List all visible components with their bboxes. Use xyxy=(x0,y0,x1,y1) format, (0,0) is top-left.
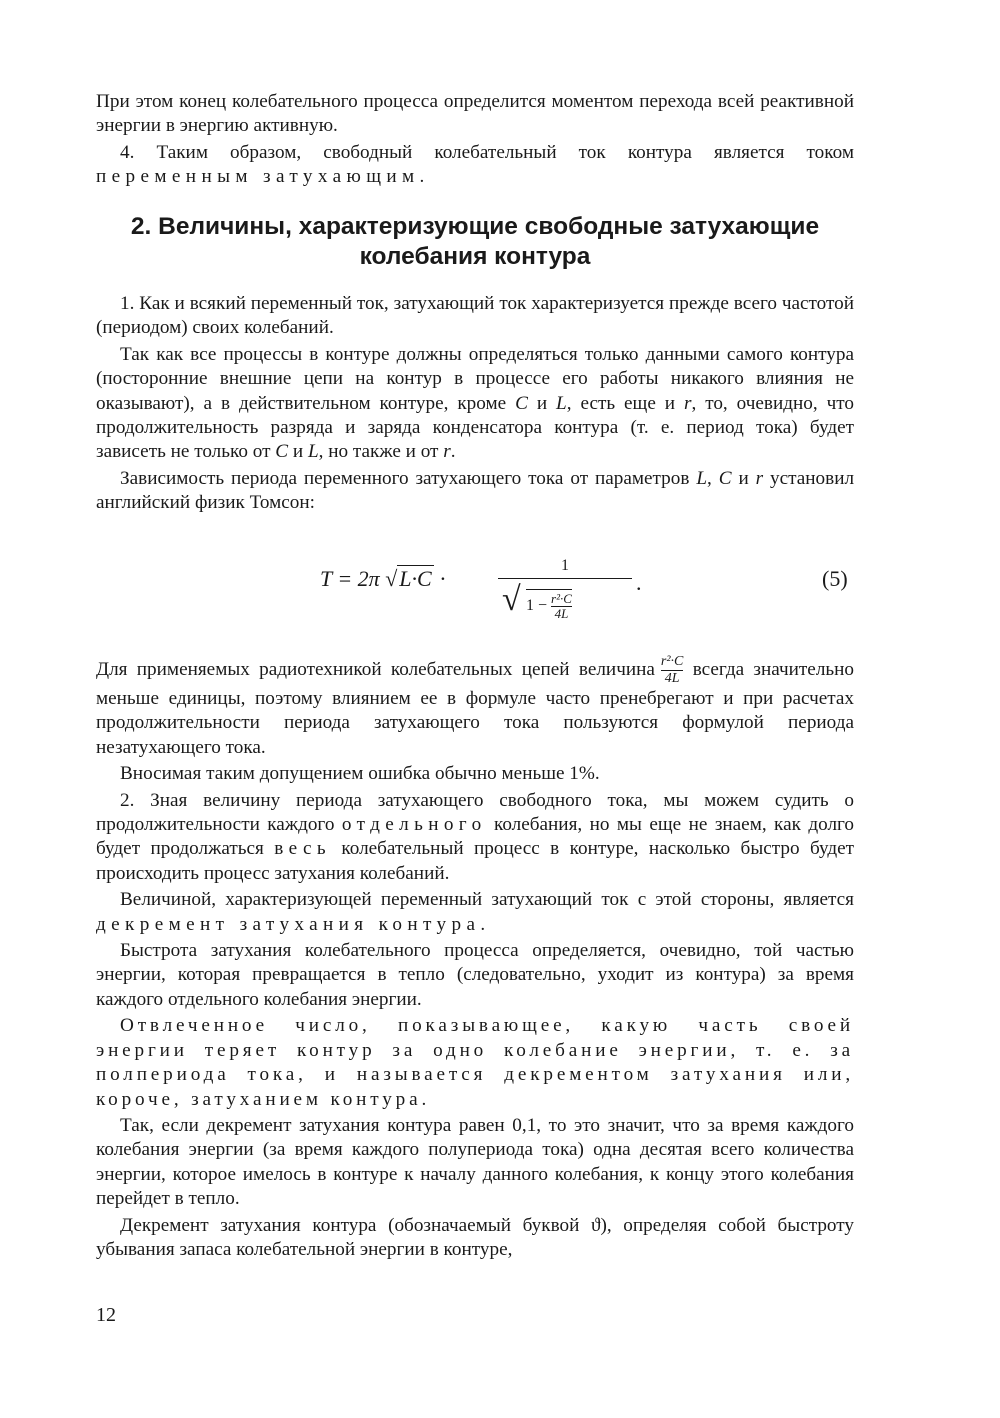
paragraph-11: Декремент затухания контура (обозначаемый буквой ϑ), определяя собой быстроту убывания запаса колебательной энергии в контуре, xyxy=(96,1214,854,1260)
var-r2: r xyxy=(443,441,451,463)
paragraph-item4 xyxy=(96,141,854,190)
paragraph-3 xyxy=(96,467,854,516)
var-l2: L xyxy=(307,441,319,463)
main-text-block xyxy=(96,292,854,518)
page-number: 12 xyxy=(96,1304,116,1326)
formula-one-minus: 1 − xyxy=(526,597,548,615)
p3-var-c: C xyxy=(718,467,732,489)
paragraph-6 xyxy=(96,789,854,887)
inline-fraction xyxy=(661,654,683,687)
paragraph-top: При этом конец колебательного процесса определится моментом перехода всей реактивной энергии в энергию активную. xyxy=(96,91,854,137)
paragraph-10: Так, если декремент затухания контура равен 0,1, то это значит, что за время каждого колебания энергии (за время каждого полупериода тока) одна десятая всего количества энергии, которое имелось в контуре к началу данного колебания, к концу этого колебания перейдет в тепло. xyxy=(96,1114,854,1210)
p2-b: , есть еще и xyxy=(566,392,676,414)
formula-small-den: 4L xyxy=(551,606,572,621)
p3-b: установил английский физик Томсон: xyxy=(96,467,855,514)
sqrt-symbol: √ xyxy=(502,581,521,618)
p2-and: и xyxy=(536,392,548,414)
inline-frac-den: 4L xyxy=(661,670,683,687)
var-c2: C xyxy=(275,441,289,463)
paragraph-9-definition: Отвлеченное число, показывающее, какую часть своей энергии теряет контур за одно колебание энергии, т. е. за полпериода тока, и называется декрементом затухания или, короче, затуханием контура. xyxy=(96,1015,854,1110)
inline-frac-num: r²·C xyxy=(660,654,684,669)
formula-denominator xyxy=(498,579,632,627)
p6-b: колебания, но мы еще не знаем, как долго будет продолжаться xyxy=(96,814,855,860)
formula-radicand: L·C xyxy=(399,566,432,591)
item4-lead: 4. Таким образом, свободный колебательный ток контура является током xyxy=(120,141,854,163)
paragraph-5: Вносимая таким допущением ошибка обычно меньше 1%. xyxy=(120,763,600,785)
section-heading: 2. Величины, характеризующие свободные затухающие колебания контура xyxy=(130,213,820,270)
p7-a: Величиной, характеризующей переменный затухающий ток с этой стороны, является xyxy=(120,889,854,911)
var-c: C xyxy=(515,392,528,414)
formula-denominator-inner xyxy=(526,589,572,621)
p6-c: колебательный процесс в контуре, насколько быстро будет происходить процесс затухания колебаний. xyxy=(96,838,855,884)
paragraph-7 xyxy=(96,888,854,937)
paragraph-2 xyxy=(96,343,854,465)
top-text-block xyxy=(96,90,854,192)
p3-and: и xyxy=(738,467,749,489)
p2-d: , но также и от xyxy=(318,441,439,463)
p4-a: Для применяемых радиотехникой колебательных цепей величина xyxy=(96,658,655,680)
formula-numerator: 1 xyxy=(561,557,569,574)
thomson-formula xyxy=(320,556,640,636)
formula-small-num: r²·C xyxy=(551,591,572,606)
p2-c: , то, очевидно, что продолжительность разряда и заряда конденсатора контура (т. е. период тока) будет зависеть не только от xyxy=(96,392,854,463)
p3-a: Зависимость периода переменного затухающего тока от параметров xyxy=(120,467,690,489)
var-r: r xyxy=(684,392,692,414)
p3-comma: , xyxy=(707,467,712,489)
p2-a: Так как все процессы в контуре должны определяться только данными самого контура (посторонние внешние цепи на контур в процессе его работы никакого влияния не оказывают), а в действительном контуре, кроме xyxy=(96,343,854,414)
p2-e: . xyxy=(450,441,456,463)
lower-text-block xyxy=(96,654,854,1264)
formula-lhs xyxy=(320,566,447,592)
item4-spaced-emphasis: переменным затухающим. xyxy=(96,166,430,188)
p6-a: 2. Зная величину периода затухающего свободного тока, мы можем судить о продолжительности каждого xyxy=(96,789,854,836)
p6-spaced-1: отдельного xyxy=(341,814,487,836)
formula-period: . xyxy=(636,570,642,595)
p3-var-r: r xyxy=(755,467,764,489)
p6-spaced-2: весь xyxy=(274,838,331,860)
p7-spaced: декремент затухания контура. xyxy=(96,913,491,935)
p3-var-l: L xyxy=(696,467,707,489)
formula-lhs-text: T = 2π √ xyxy=(320,566,398,591)
formula-small-fraction xyxy=(551,592,572,621)
formula-times: · xyxy=(439,566,447,591)
paragraph-4 xyxy=(96,654,854,760)
equation-number: (5) xyxy=(822,566,848,591)
formula-fraction xyxy=(498,556,632,627)
p2-and2: и xyxy=(292,441,304,463)
var-l: L xyxy=(556,392,567,414)
paragraph-8: Быстрота затухания колебательного процесса определяется, очевидно, той частью энергии, которая превращается в тепло (следовательно, уходит из контура) за время каждого отдельного колебания энергии. xyxy=(96,940,854,1010)
p4-b: всегда значительно меньше единицы, поэтому влиянием ее в формуле часто пренебрегают и при расчетах продолжительности периода затухающего тока пользуются формулой периода незатухающего тока. xyxy=(96,658,855,758)
paragraph-1: 1. Как и всякий переменный ток, затухающий ток характеризуется прежде всего частотой (периодом) своих колебаний. xyxy=(96,293,854,339)
